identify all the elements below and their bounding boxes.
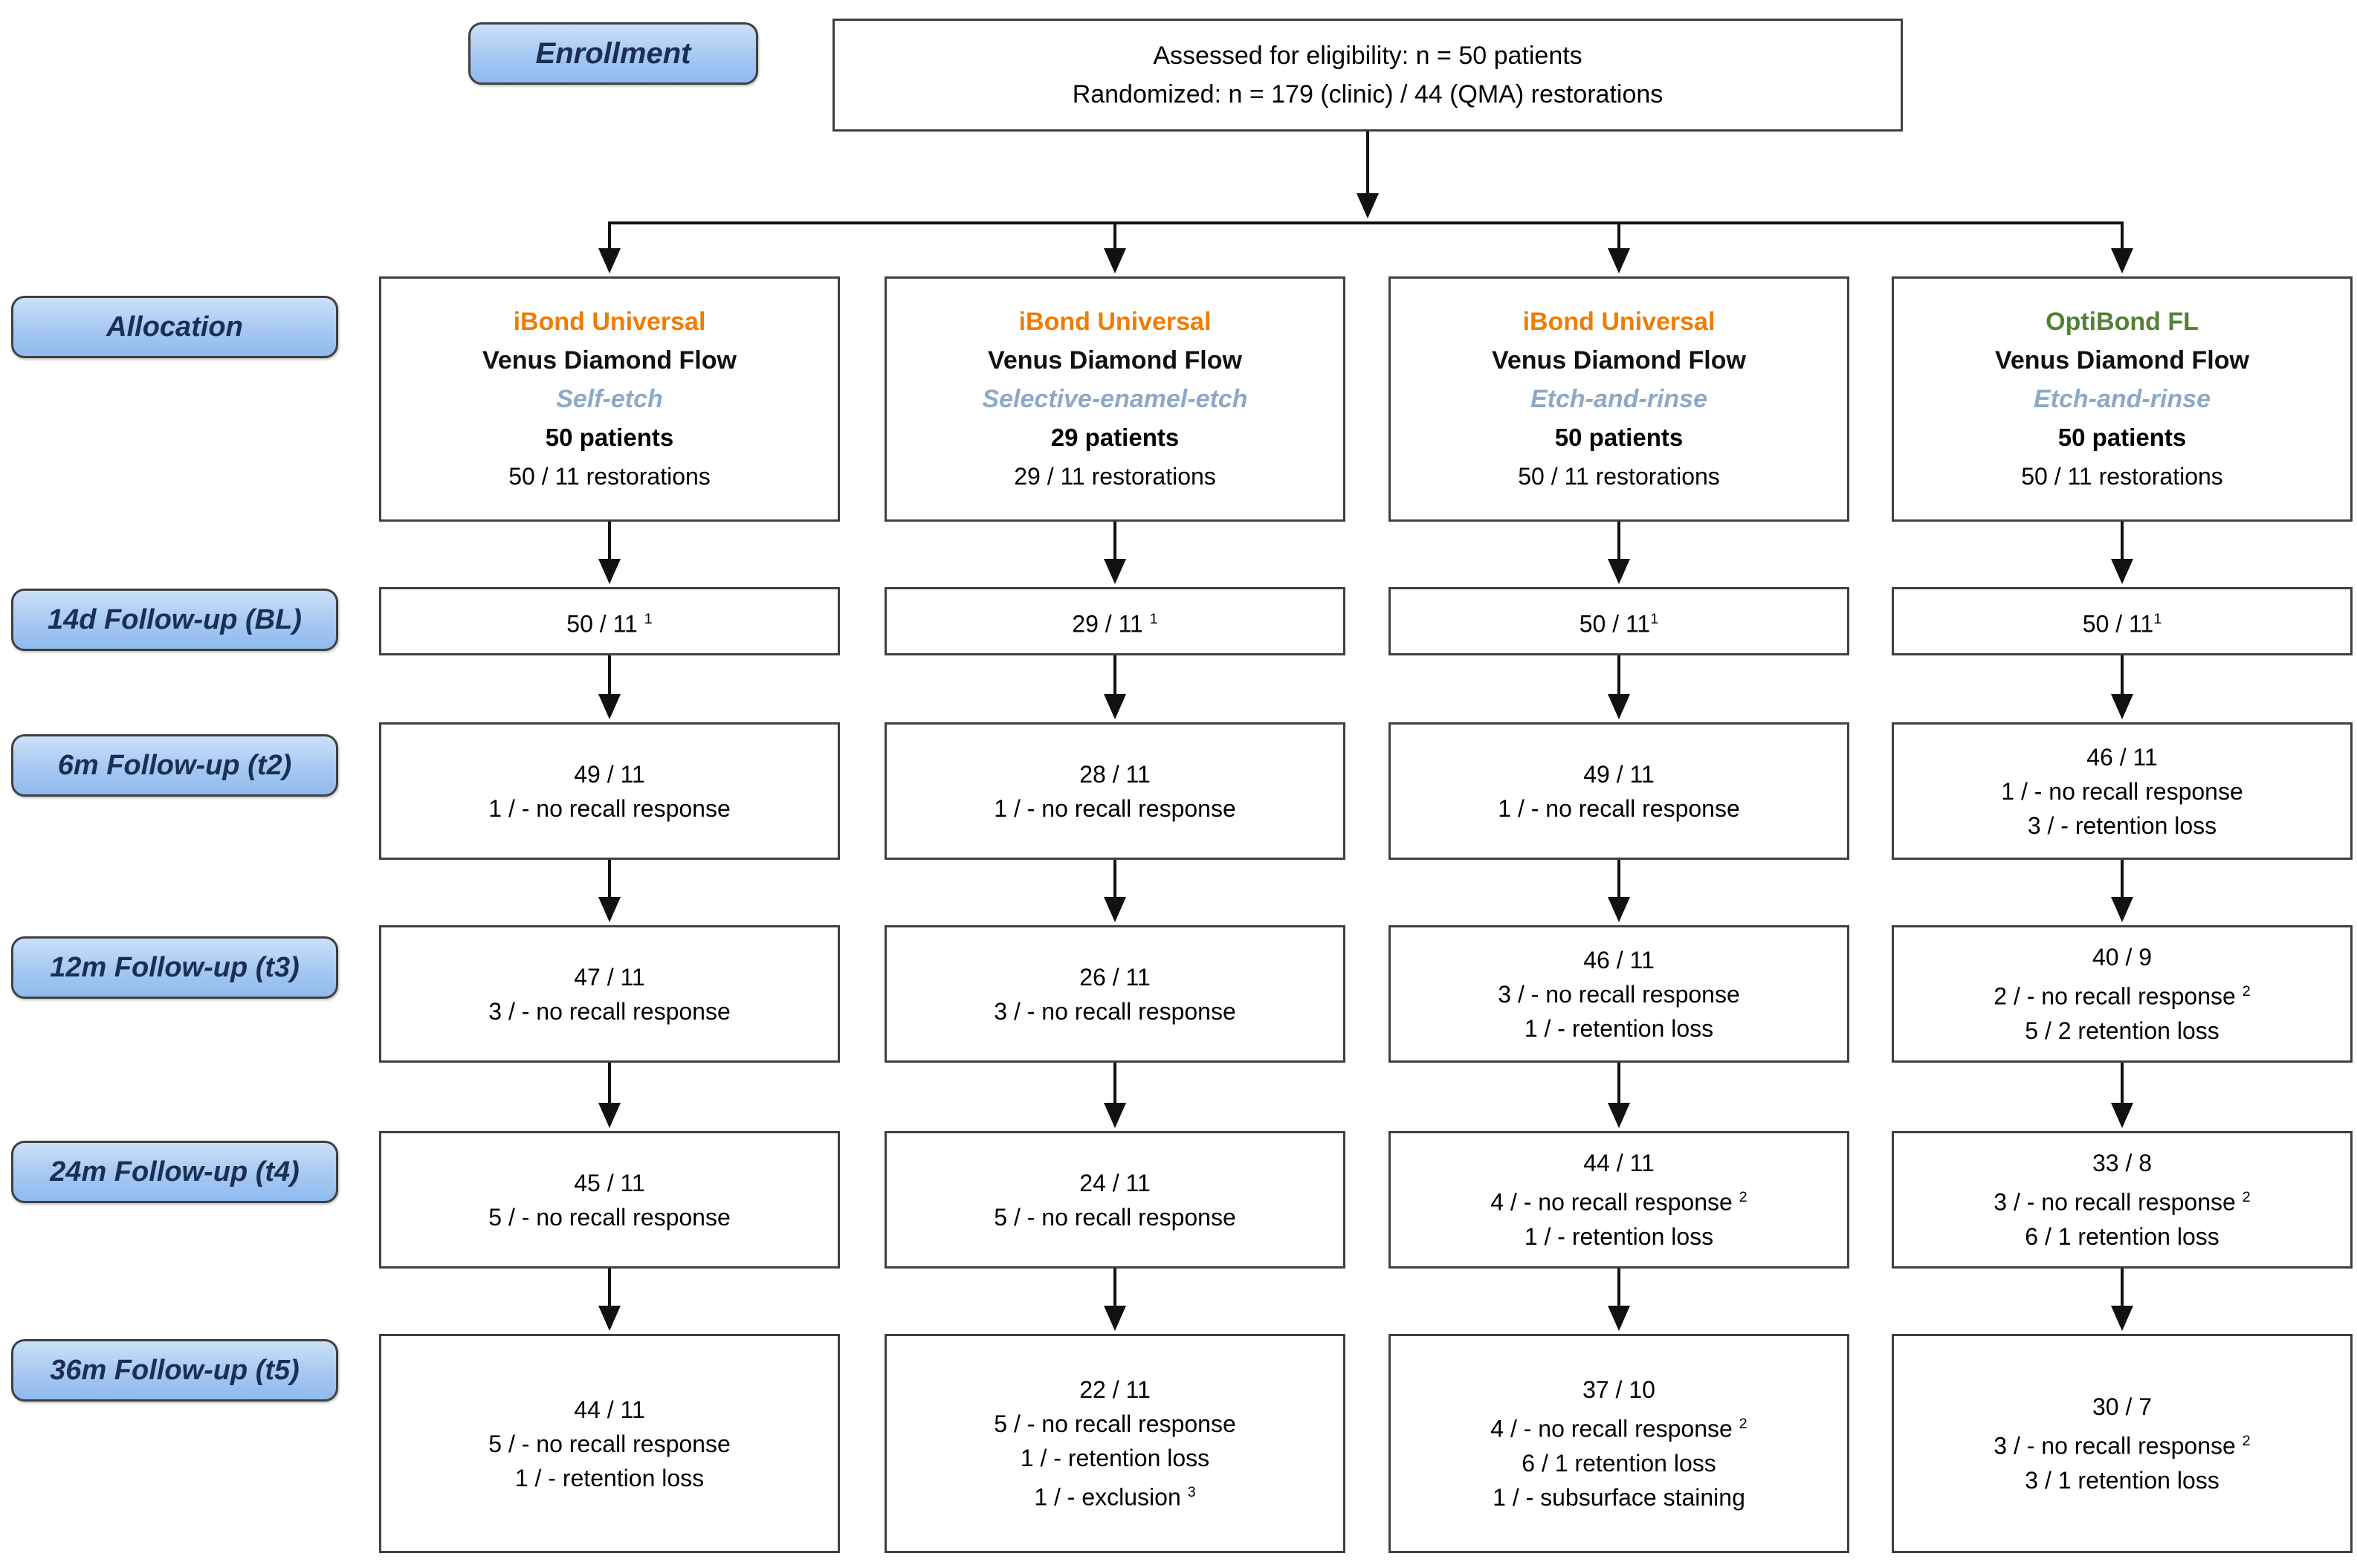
stage-value: 50 / 11: [566, 610, 644, 638]
allocation-box-arm2: [885, 276, 1345, 522]
randomized-line: Randomized: n = 179 (clinic) / 44 (QMA) restorations: [1072, 80, 1664, 108]
stage-line: 45 / 11: [574, 1169, 645, 1196]
footnote-marker: 1: [2153, 610, 2162, 627]
stage-box-arm3-6m: [1388, 722, 1849, 860]
stage-line: 49 / 11: [1583, 760, 1655, 788]
stage-value: 50 / 11: [2082, 610, 2154, 638]
footnote-marker: 2: [1739, 1416, 1747, 1433]
stage-line: 5 / - no recall response: [488, 1430, 731, 1457]
composite-name: Venus Diamond Flow: [1995, 346, 2249, 375]
stage-box-arm2-24m: [885, 1131, 1345, 1269]
stage-box-arm1-6m: [379, 722, 840, 860]
stage-line: 47 / 11: [574, 963, 645, 991]
stage-line: 1 / - no recall response: [994, 794, 1236, 822]
stage-line: 1 / - retention loss: [1020, 1445, 1210, 1472]
stage-line: [1994, 1180, 2250, 1219]
row-label-enrollment: Enrollment: [468, 22, 758, 85]
stage-line: 1 / - no recall response: [2001, 777, 2243, 805]
stage-value: 4 / - no recall response: [1490, 1188, 1739, 1216]
stage-line: 44 / 11: [1583, 1150, 1655, 1177]
stage-value: 1 / - exclusion: [1034, 1483, 1188, 1511]
stage-line: 6 / 1 retention loss: [2025, 1222, 2219, 1250]
row-label-12m-followup: 12m Follow-up (t3): [11, 936, 338, 999]
stage-box-arm2-6m: [885, 722, 1345, 860]
stage-line: [2083, 602, 2162, 641]
composite-name: Venus Diamond Flow: [1492, 346, 1746, 375]
stage-box-arm3-36m: [1388, 1334, 1849, 1553]
stage-line: [1072, 602, 1157, 641]
stage-line: [1490, 1407, 1747, 1446]
etch-technique: Etch-and-rinse: [1530, 385, 1708, 413]
restoration-count: 50 / 11 restorations: [2021, 463, 2223, 490]
stage-line: 24 / 11: [1079, 1169, 1151, 1196]
stage-box-arm2-baseline: [885, 587, 1345, 655]
stage-line: [1490, 1180, 1747, 1219]
stage-line: 3 / - no recall response: [488, 997, 731, 1025]
stage-line: 5 / - no recall response: [994, 1410, 1236, 1438]
stage-line: 44 / 11: [574, 1396, 645, 1423]
allocation-box-arm1: [379, 276, 840, 522]
adhesive-name: OptiBond FL: [2046, 308, 2199, 336]
stage-line: 22 / 11: [1079, 1376, 1151, 1404]
adhesive-name: iBond Universal: [513, 308, 706, 336]
stage-value: 29 / 11: [1072, 610, 1150, 638]
stage-line: 3 / - retention loss: [2027, 811, 2217, 839]
footnote-marker: 1: [1650, 610, 1659, 627]
footnote-marker: 1: [644, 610, 653, 627]
stage-line: 26 / 11: [1079, 963, 1151, 991]
eligibility-box: [832, 19, 1903, 132]
stage-box-arm4-6m: [1892, 722, 2353, 860]
stage-box-arm3-24m: [1388, 1131, 1849, 1269]
stage-line: 46 / 11: [2086, 743, 2158, 771]
row-label-14d-followup: 14d Follow-up (BL): [11, 589, 338, 651]
row-label-6m-followup: 6m Follow-up (t2): [11, 734, 338, 797]
stage-line: 49 / 11: [574, 760, 645, 788]
stage-value: 2 / - no recall response: [1994, 982, 2243, 1010]
restoration-count: 29 / 11 restorations: [1014, 463, 1216, 490]
stage-line: 1 / - no recall response: [488, 794, 731, 822]
assessed-line: Assessed for eligibility: n = 50 patients: [1153, 42, 1582, 70]
stage-line: 3 / - no recall response: [1498, 980, 1740, 1008]
etch-technique: Etch-and-rinse: [2033, 385, 2211, 413]
etch-technique: Selective-enamel-etch: [982, 385, 1248, 413]
branch-connector: [608, 132, 2124, 270]
stage-line: 30 / 7: [2092, 1393, 2153, 1421]
etch-technique: Self-etch: [556, 385, 663, 413]
stage-box-arm2-36m: [885, 1334, 1345, 1553]
row-label-allocation: Allocation: [11, 296, 338, 358]
stage-line: 3 / - no recall response: [994, 997, 1236, 1025]
footnote-marker: 2: [1739, 1189, 1747, 1206]
stage-line: 28 / 11: [1079, 760, 1151, 788]
composite-name: Venus Diamond Flow: [988, 346, 1242, 375]
stage-box-arm4-36m: [1892, 1334, 2353, 1553]
stage-line: 40 / 9: [2092, 944, 2153, 971]
stage-line: [566, 602, 652, 641]
stage-box-arm4-baseline: [1892, 587, 2353, 655]
stage-line: [1580, 602, 1659, 641]
stage-line: 5 / - no recall response: [994, 1203, 1236, 1231]
stage-box-arm3-baseline: [1388, 587, 1849, 655]
stage-line: 1 / - retention loss: [514, 1464, 705, 1491]
composite-name: Venus Diamond Flow: [482, 346, 737, 375]
stage-box-arm4-12m: [1892, 925, 2353, 1063]
stage-line: 33 / 8: [2092, 1150, 2153, 1177]
footnote-marker: 2: [2242, 983, 2251, 1000]
stage-line: [1994, 974, 2250, 1014]
allocation-box-arm3: [1388, 276, 1849, 522]
stage-line: [1034, 1475, 1195, 1514]
stage-line: 3 / 1 retention loss: [2025, 1466, 2219, 1494]
stage-line: 1 / - no recall response: [1498, 794, 1740, 822]
patient-count: 50 patients: [2057, 424, 2187, 451]
stage-line: 5 / - no recall response: [488, 1203, 731, 1231]
restoration-count: 50 / 11 restorations: [1518, 463, 1720, 490]
footnote-marker: 3: [1187, 1484, 1196, 1501]
stage-value: 50 / 11: [1579, 610, 1651, 638]
stage-box-arm1-baseline: [379, 587, 840, 655]
stage-box-arm2-12m: [885, 925, 1345, 1063]
stage-box-arm4-24m: [1892, 1131, 2353, 1269]
stage-value: 4 / - no recall response: [1490, 1415, 1739, 1442]
stage-line: 6 / 1 retention loss: [1522, 1449, 1716, 1477]
row-label-36m-followup: 36m Follow-up (t5): [11, 1339, 338, 1402]
stage-line: 5 / 2 retention loss: [2025, 1017, 2219, 1044]
stage-line: 1 / - retention loss: [1524, 1222, 1714, 1250]
stage-box-arm1-36m: [379, 1334, 840, 1553]
stage-line: 1 / - subsurface staining: [1493, 1483, 1745, 1511]
allocation-box-arm4: [1892, 276, 2353, 522]
stage-value: 3 / - no recall response: [1994, 1188, 2243, 1216]
row-label-24m-followup: 24m Follow-up (t4): [11, 1141, 338, 1203]
footnote-marker: 1: [1149, 610, 1158, 627]
stage-line: 1 / - retention loss: [1524, 1014, 1714, 1042]
stage-box-arm3-12m: [1388, 925, 1849, 1063]
patient-count: 50 patients: [545, 424, 674, 451]
adhesive-name: iBond Universal: [1018, 308, 1212, 336]
stage-box-arm1-24m: [379, 1131, 840, 1269]
stage-line: [1994, 1424, 2250, 1463]
stage-box-arm1-12m: [379, 925, 840, 1063]
footnote-marker: 2: [2242, 1189, 2251, 1206]
patient-count: 29 patients: [1050, 424, 1180, 451]
footnote-marker: 2: [2242, 1433, 2251, 1450]
patient-count: 50 patients: [1554, 424, 1684, 451]
restoration-count: 50 / 11 restorations: [508, 463, 711, 490]
stage-line: 37 / 10: [1582, 1376, 1655, 1404]
adhesive-name: iBond Universal: [1522, 308, 1716, 336]
stage-value: 3 / - no recall response: [1994, 1432, 2243, 1460]
stage-line: 46 / 11: [1583, 946, 1655, 973]
